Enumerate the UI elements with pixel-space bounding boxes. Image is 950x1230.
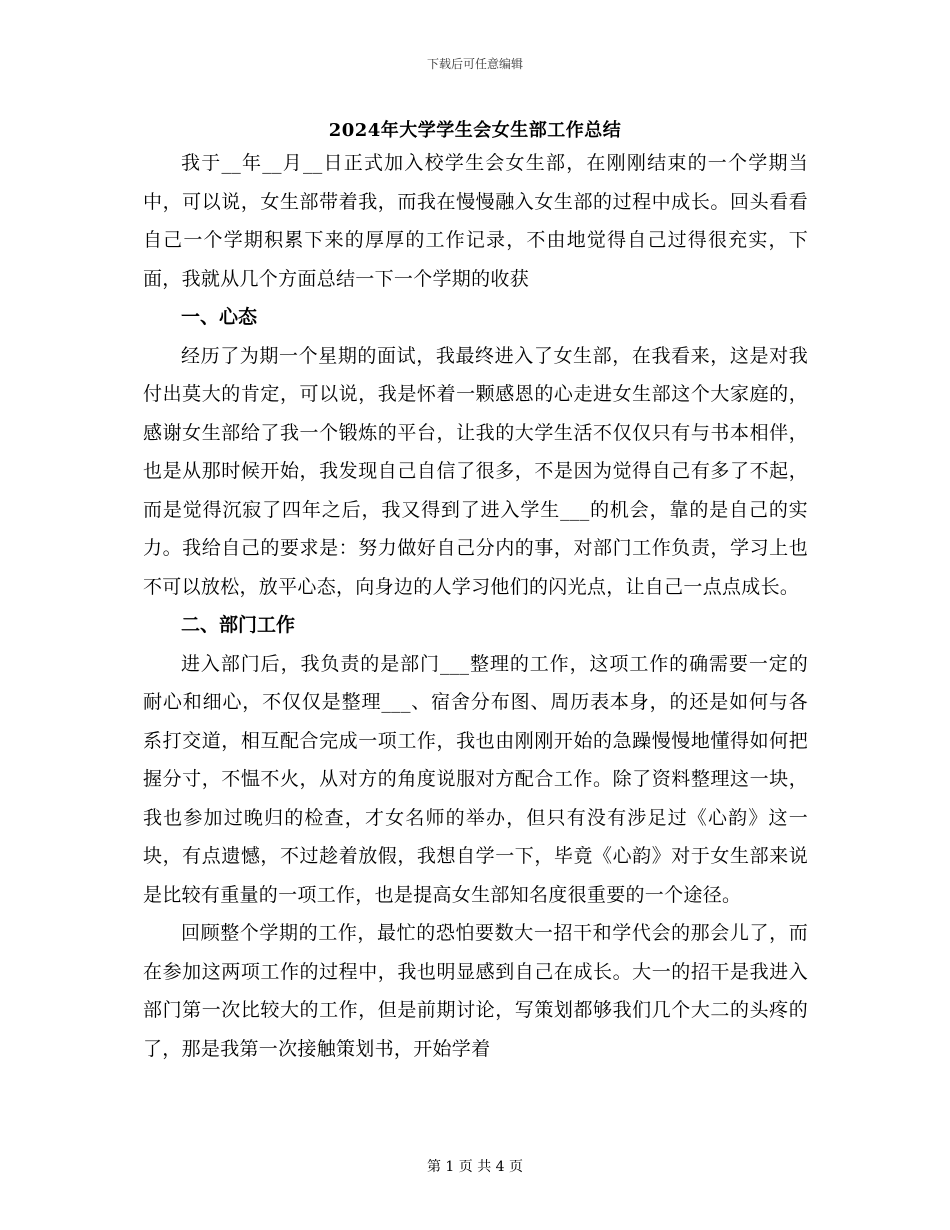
page-footer-number: 第 1 页 共 4 页: [426, 1159, 524, 1175]
document-body: [143, 144, 808, 1068]
department-work-paragraph-2: 回顾整个学期的工作，最忙的恐怕要数大一招干和学代会的那会儿了，而在参加这两项工作的过程中，我也明显感到自己在成长。大一的招干是我进入部门第一次比较大的工作，但是前期讨论，写策划都够我们几个大二的头疼的了，那是我第一次接触策划书，开始学着: [143, 922, 808, 1060]
mindset-paragraph: 经历了为期一个星期的面试，我最终进入了女生部，在我看来，这是对我付出莫大的肯定，可以说，我是怀着一颗感恩的心走进女生部这个大家庭的，感谢女生部给了我一个锻炼的平台，让我的大学生活不仅仅只有与书本相伴，也是从那时候开始，我发现自己自信了很多，不是因为觉得自己有多了不起，而是觉得沉寂了四年之后，我又得到了进入学生___的机会，靠的是自己的实力。我给自己的要求是：努力做好自己分内的事，对部门工作负责，学习上也不可以放松，放平心态，向身边的人学习他们的闪光点，让自己一点点成长。: [143, 344, 808, 598]
document-title: 2024年大学学生会女生部工作总结: [328, 120, 622, 141]
department-work-paragraph-1: 进入部门后，我负责的是部门___整理的工作，这项工作的确需要一定的耐心和细心，不仅仅是整理___、宿舍分布图、周历表本身，的还是如何与各系打交道，相互配合完成一项工作，我也由刚刚开始的急躁慢慢地懂得如何把握分寸，不愠不火，从对方的角度说服对方配合工作。除了资料整理这一块，我也参加过晚归的检查，才女名师的举办，但只有没有涉足过《心韵》这一块，有点遗憾，不过趁着放假，我想自学一下，毕竟《心韵》对于女生部来说是比较有重量的一项工作，也是提高女生部知名度很重要的一个途径。: [143, 652, 808, 906]
page-header-note: 下载后可任意编辑: [426, 57, 523, 71]
section-heading-mindset: 一、心态: [181, 306, 258, 328]
section-heading-department-work: 二、部门工作: [181, 614, 296, 636]
intro-paragraph: 我于__年__月__日正式加入校学生会女生部，在刚刚结束的一个学期当中，可以说，女生部带着我，而我在慢慢融入女生部的过程中成长。回头看看自己一个学期积累下来的厚厚的工作记录，不由地觉得自己过得很充实，下面，我就从几个方面总结一下一个学期的收获: [143, 152, 808, 290]
